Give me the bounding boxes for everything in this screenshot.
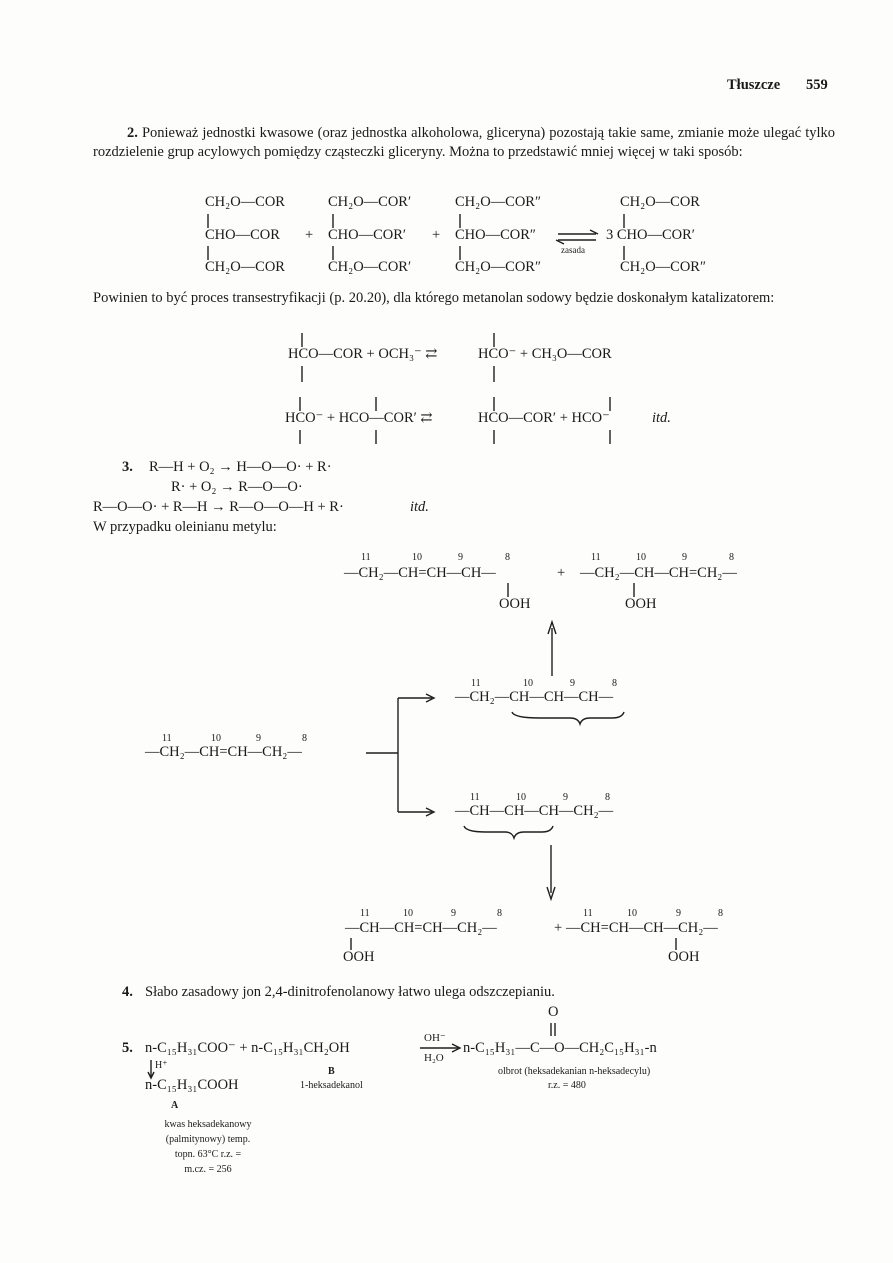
arrow-label-catalyst: OH⁻ xyxy=(424,1032,446,1044)
ooh-bottom-right: OOH xyxy=(668,949,700,965)
scheme-col4-top: CH₂O—COR xyxy=(620,194,700,210)
palmitic-acid: n-C₁₅H₃₁COOH xyxy=(145,1077,239,1093)
locant-10: 10 xyxy=(211,733,221,744)
methoxide-eq1-left: HCO—COR + OCH₃⁻ ⇄ xyxy=(288,346,438,362)
item2-number: 2. xyxy=(127,125,138,141)
item5-number: 5. xyxy=(122,1040,133,1056)
locant-9: 9 xyxy=(256,733,261,744)
locant-10: 10 xyxy=(636,552,646,563)
locant-11: 11 xyxy=(471,678,481,689)
hydroperoxide-top-left: —CH₂—CH=CH—CH— xyxy=(344,565,496,581)
product-mass: r.z. = 480 xyxy=(548,1080,586,1091)
acid-desc-line2: (palmitynowy) temp. xyxy=(165,1134,251,1145)
scheme-col3-bot: CH₂O—COR″ xyxy=(455,259,542,275)
etc-label-eq2: itd. xyxy=(652,410,671,426)
protonation-label: H⁺ xyxy=(155,1060,168,1071)
equilibrium-arrow-label: zasada xyxy=(561,245,585,255)
esterification-reactants: n-C₁₅H₃₁COO⁻ + n-C₁₅H₃₁CH₂OH xyxy=(145,1040,350,1056)
scheme-col3-mid: CHO—COR″ xyxy=(455,227,536,243)
radical-eq3: R—O—O· + R—H → R—O—O—H + R· xyxy=(93,499,344,515)
locant-8: 8 xyxy=(302,733,307,744)
allyl-radical-lower: —CH—CH—CH—CH₂— xyxy=(455,803,614,819)
etc-label-eq3: itd. xyxy=(410,499,429,515)
radical-eq2: R· + O₂ → R—O—O· xyxy=(171,479,303,495)
oleate-intro: W przypadku oleinianu metylu: xyxy=(93,519,277,535)
locant-9: 9 xyxy=(682,552,687,563)
hexadecanol-name: 1-heksadekanol xyxy=(300,1080,363,1091)
methoxide-eq1-right: HCO⁻ + CH₃O—COR xyxy=(478,346,612,362)
locant-8: 8 xyxy=(505,552,510,563)
transesterification-paragraph: Powinien to być proces transestryfikacji (p. 20.20), dla którego metanolan sodowy będzie doskonałym katalizatorem: xyxy=(93,290,775,306)
scheme-col1-top: CH₂O—COR xyxy=(205,194,285,210)
locant-11: 11 xyxy=(583,908,593,919)
scheme-col1-bot: CH₂O—COR xyxy=(205,259,285,275)
item3-number: 3. xyxy=(122,459,133,475)
locant-10: 10 xyxy=(403,908,413,919)
hydroperoxide-top-right: —CH₂—CH—CH=CH₂— xyxy=(580,565,737,581)
locant-8: 8 xyxy=(497,908,502,919)
hydroperoxide-bottom-right: —CH=CH—CH—CH₂— xyxy=(566,920,718,936)
locant-10: 10 xyxy=(516,792,526,803)
locant-9: 9 xyxy=(676,908,681,919)
locant-9: 9 xyxy=(570,678,575,689)
scheme-col4-mid: 3 CHO—COR′ xyxy=(606,227,695,243)
locant-8: 8 xyxy=(605,792,610,803)
scheme-col4-bot: CH₂O—COR″ xyxy=(620,259,707,275)
plus-top: + xyxy=(557,565,566,581)
locant-8: 8 xyxy=(729,552,734,563)
locant-8: 8 xyxy=(612,678,617,689)
scheme-plus-1: + xyxy=(305,227,314,243)
item4-text: Słabo zasadowy jon 2,4-dinitrofenolanowy łatwo ulega odszczepianiu. xyxy=(145,984,555,1000)
locant-11: 11 xyxy=(162,733,172,744)
scheme-col3-top: CH₂O—COR″ xyxy=(455,194,542,210)
ooh-top-left: OOH xyxy=(499,596,531,612)
allyl-radical-upper: —CH₂—CH—CH—CH— xyxy=(455,689,614,705)
scheme-col2-bot: CH₂O—COR′ xyxy=(328,259,412,275)
ooh-top-right: OOH xyxy=(625,596,657,612)
locant-9: 9 xyxy=(451,908,456,919)
oleate-fragment: —CH₂—CH=CH—CH₂— xyxy=(145,744,302,760)
scheme-col2-mid: CHO—COR′ xyxy=(328,227,407,243)
item2-text: Ponieważ jednostki kwasowe (oraz jednostka alkoholowa, gliceryna) pozostają takie same, zmianie może ulegać tylko rozdzielenie grup acylowych pomiędzy cząsteczki gliceryny. Można to przedstawić mniej więcej w taki sposób: xyxy=(93,125,836,160)
scheme-col1-mid: CHO—COR xyxy=(205,227,280,243)
plus-bottom: + xyxy=(554,920,563,936)
arrow-label-byproduct: H₂O xyxy=(424,1052,444,1064)
locant-9: 9 xyxy=(563,792,568,803)
running-header-title: Tłuszcze xyxy=(727,77,781,93)
locant-11: 11 xyxy=(470,792,480,803)
locant-10: 10 xyxy=(523,678,533,689)
locant-9: 9 xyxy=(458,552,463,563)
item4-number: 4. xyxy=(122,984,133,1000)
label-a: A xyxy=(171,1100,179,1111)
page-number: 559 xyxy=(806,77,828,93)
locant-11: 11 xyxy=(591,552,601,563)
scheme-plus-2: + xyxy=(432,227,441,243)
locant-11: 11 xyxy=(360,908,370,919)
acid-desc-line1: kwas heksadekanowy xyxy=(164,1119,252,1130)
acid-desc-line3: topn. 63°C r.z. = xyxy=(174,1149,242,1160)
locant-10: 10 xyxy=(627,908,637,919)
label-b: B xyxy=(328,1066,335,1077)
product-name: olbrot (heksadekanian n-heksadecylu) xyxy=(498,1066,651,1077)
scheme-col2-top: CH₂O—COR′ xyxy=(328,194,412,210)
ester-product: n-C₁₅H₃₁—C—O—CH₂C₁₅H₃₁-n xyxy=(463,1040,657,1056)
carbonyl-oxygen: O xyxy=(548,1004,559,1020)
locant-10: 10 xyxy=(412,552,422,563)
hydroperoxide-bottom-left: —CH—CH=CH—CH₂— xyxy=(345,920,497,936)
locant-8: 8 xyxy=(718,908,723,919)
methoxide-eq2-right: HCO—COR′ + HCO⁻ xyxy=(478,410,610,426)
locant-11: 11 xyxy=(361,552,371,563)
methoxide-eq2-left: HCO⁻ + HCO—COR′ ⇄ xyxy=(285,410,433,426)
radical-eq1: R—H + O₂ → H—O—O· + R· xyxy=(149,459,332,475)
acid-desc-line4: m.cz. = 256 xyxy=(184,1164,232,1175)
ooh-bottom-left: OOH xyxy=(343,949,375,965)
